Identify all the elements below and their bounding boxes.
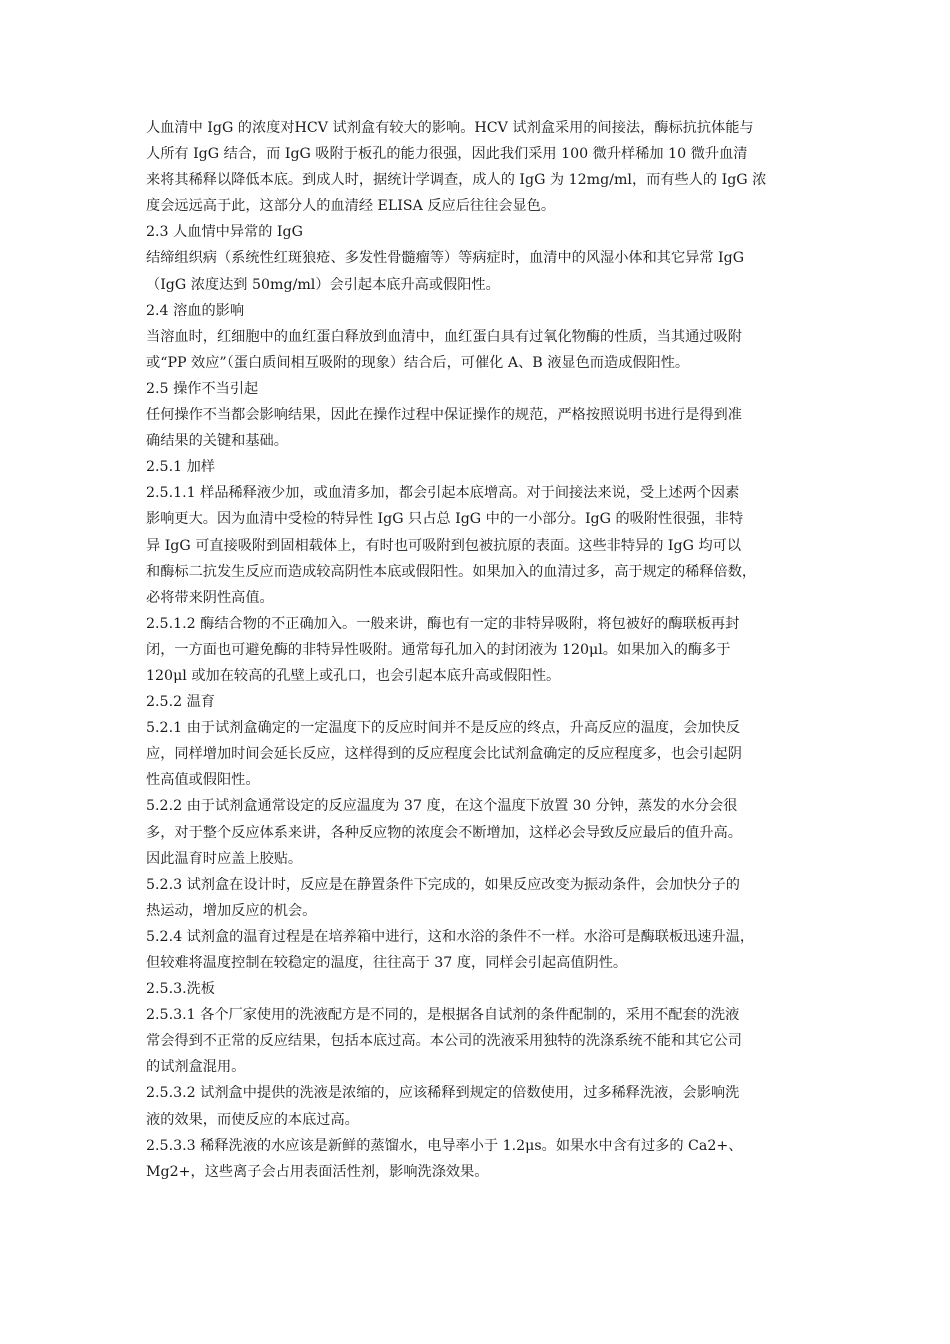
text-line: 2.5.3.洗板 bbox=[146, 981, 215, 998]
text-line: 度会远远高于此，这部分人的血清经 ELISA 反应后往往会显色。 bbox=[146, 198, 556, 215]
text-line: 5.2.3 试剂盒在设计时，反应是在静置条件下完成的，如果反应改变为振动条件，会加快分子的 bbox=[146, 876, 740, 893]
text-line: 确结果的关键和基础。 bbox=[146, 433, 288, 450]
text-line: 5.2.1 由于试剂盒确定的一定温度下的反应时间并不是反应的终点，升高反应的温度，会加快反 bbox=[146, 720, 740, 737]
text-line: 闭，一方面也可避免酶的非特异性吸附。通常每孔加入的封闭液为 120μl。如果加入的酶多于 bbox=[146, 641, 731, 658]
text-line: 2.5.1.2 酶结合物的不正确加入。一般来讲，酶也有一定的非特异吸附，将包被好的酶联板再封 bbox=[146, 615, 740, 632]
text-line: 影响更大。因为血清中受检的特异性 IgG 只占总 IgG 中的一小部分。IgG 的吸附性很强，非特 bbox=[146, 511, 744, 528]
text-line: 异 IgG 可直接吸附到固相载体上，有时也可吸附到包被抗原的表面。这些非特异的 IgG 均可以 bbox=[146, 537, 742, 554]
text-line: 常会得到不正常的反应结果，包括本底过高。本公司的洗液采用独特的洗涤系统不能和其它公司 bbox=[146, 1033, 742, 1050]
text-line: 2.5.2 温育 bbox=[146, 694, 215, 711]
text-line: 的试剂盒混用。 bbox=[146, 1059, 246, 1076]
text-line: 2.5.3.3 稀释洗液的水应该是新鲜的蒸馏水，电导率小于 1.2μs。如果水中含有过多的 Ca2+、 bbox=[146, 1137, 743, 1154]
text-line: 热运动，增加反应的机会。 bbox=[146, 902, 317, 919]
text-line: 应，同样增加时间会延长反应，这样得到的反应程度会比试剂盒确定的反应程度多，也会引起阴 bbox=[146, 746, 742, 763]
text-line: Mg2+，这些离子会占用表面活性剂，影响洗涤效果。 bbox=[146, 1163, 489, 1180]
text-line: 但较难将温度控制在较稳定的温度，往往高于 37 度，同样会引起高值阴性。 bbox=[146, 955, 628, 971]
text-line: 来将其稀释以降低本底。到成人时，据统计学调查，成人的 IgG 为 12mg/ml，而有些人的 IgG 浓 bbox=[146, 172, 767, 189]
text-line: 多，对于整个反应体系来讲，各种反应物的浓度会不断增加，这样必会导致反应最后的值升高。 bbox=[146, 824, 742, 841]
text-line: （IgG 浓度达到 50mg/ml）会引起本底升高或假阳性。 bbox=[146, 276, 500, 293]
text-line: 液的效果，而使反应的本底过高。 bbox=[146, 1111, 359, 1128]
text-line: 必将带来阴性高值。 bbox=[146, 589, 274, 606]
text-line: 5.2.4 试剂盒的温育过程是在培养箱中进行，这和水浴的条件不一样。水浴可是酶联板迅速升温， bbox=[146, 928, 755, 945]
text-line: 2.5 操作不当引起 bbox=[146, 380, 259, 397]
text-line: 2.5.3.1 各个厂家使用的洗液配方是不同的，是根据各自试剂的条件配制的，采用不配套的洗液 bbox=[146, 1007, 740, 1024]
text-line: 5.2.2 由于试剂盒通常设定的反应温度为 37 度，在这个温度下放置 30 分钟，蒸发的水分会很 bbox=[146, 798, 738, 815]
text-line: 2.3 人血情中异常的 IgG bbox=[146, 224, 303, 241]
text-line: 2.5.3.2 试剂盒中提供的洗液是浓缩的，应该稀释到规定的倍数使用，过多稀释洗液，会影响洗 bbox=[146, 1085, 740, 1102]
text-line: 当溶血时，红细胞中的血红蛋白释放到血清中，血红蛋白具有过氧化物酶的性质，当其通过吸附 bbox=[146, 328, 742, 345]
text-line: 2.5.1.1 样品稀释液少加，或血清多加，都会引起本底增高。对于间接法来说，受上述两个因素 bbox=[146, 485, 740, 502]
text-line: 人血清中 IgG 的浓度对HCV 试剂盒有较大的影响。HCV 试剂盒采用的间接法，酶标抗抗体能与 bbox=[146, 120, 754, 136]
text-line: 2.4 溶血的影响 bbox=[146, 302, 245, 319]
text-line: 性高值或假阳性。 bbox=[146, 772, 260, 789]
text-line: 120μl 或加在较高的孔壁上或孔口，也会引起本底升高或假阳性。 bbox=[146, 667, 561, 684]
document-page bbox=[146, 115, 806, 1185]
text-line: 人所有 IgG 结合，而 IgG 吸附于板孔的能力很强，因此我们采用 100 微升样稀加 10 微升血清 bbox=[146, 146, 748, 163]
text-line: 或“PP 效应”（蛋白质间相互吸附的现象）结合后，可催化 A、B 液显色而造成假阳性。 bbox=[146, 354, 690, 371]
text-line: 因此温育时应盖上胶贴。 bbox=[146, 850, 303, 867]
text-line: 结缔组织病（系统性红斑狼疮、多发性骨髓瘤等）等病症时，血清中的风湿小体和其它异常 IgG bbox=[146, 250, 745, 267]
text-line: 和酶标二抗发生反应而造成较高阴性本底或假阳性。如果加入的血清过多，高于规定的稀释倍数， bbox=[146, 563, 757, 580]
text-line: 2.5.1 加样 bbox=[146, 459, 215, 476]
text-line: 任何操作不当都会影响结果，因此在操作过程中保证操作的规范，严格按照说明书进行是得到准 bbox=[146, 407, 742, 424]
